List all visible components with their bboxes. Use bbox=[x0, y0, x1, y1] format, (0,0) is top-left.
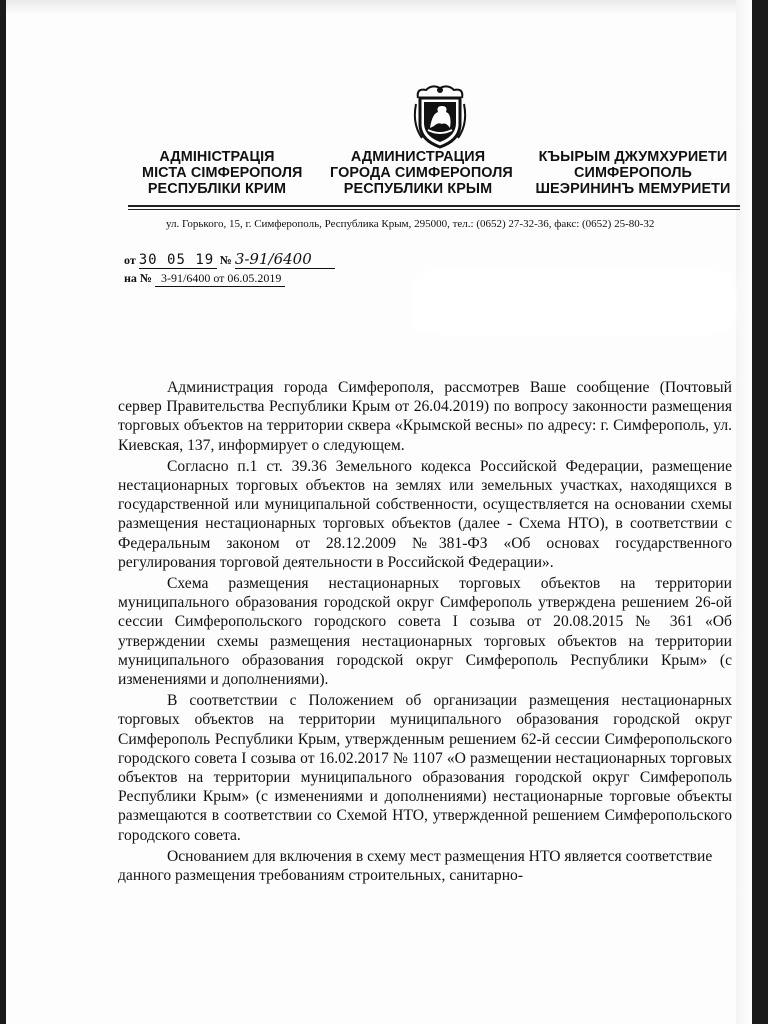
letterhead-address: ул. Горького, 15, г. Симферополь, Республика Крым, 295000, тел.: (0652) 27-32-36, факс: (0652) 25-80-32 bbox=[166, 218, 655, 230]
letterhead-line: АДМІНІСТРАЦІЯ bbox=[159, 149, 275, 165]
letterhead-ukrainian bbox=[142, 149, 303, 197]
outgoing-reference bbox=[124, 250, 335, 269]
paragraph: Администрация города Симферополя, рассмотрев Ваше сообщение (Почтовый сервер Правительства Республики Крым от 26.04.2019) по вопросу законности размещения торговых объектов на территории сквера «Крымской весны» по адресу: г. Симферополь, ул. Киевская, 137, информирует о следующем. bbox=[118, 379, 732, 454]
letterhead-line: КЪЫРЫМ ДЖУМХУРИЕТИ bbox=[538, 149, 728, 165]
paragraph: Основанием для включения в схему мест размещения НТО является соответствие данного размещения требованиям строительных, санитарно- bbox=[118, 847, 713, 885]
number-label: № bbox=[219, 253, 232, 267]
handwritten-number: 3-91/6400 bbox=[235, 250, 335, 269]
letterhead-line: АДМИНИСТРАЦИЯ bbox=[350, 149, 486, 165]
letterhead-line: ШЕЭРИНИНЪ МЕМУРИЕТИ bbox=[535, 181, 731, 197]
paragraph: В соответствии с Положением об организации размещения нестационарных торговых объектов на территории муниципального образования городской округ Симферополь Республики Крым, утвержденным решением 62-й сессии Симферопольского городского совета I созыва от 16.02.2017 № 1107 «О размещении нестационарных торговых объектов на территории муниципального образования городской округ Симферополь Республики Крым» (с изменениями и дополнениями) нестационарные торговые объекты размещаются в соответствии со Схемой НТО, утвержденной решением Симферопольского городского совета. bbox=[118, 692, 732, 844]
scan-right-edge bbox=[736, 0, 752, 1024]
reply-number: 3-91/6400 от 06.05.2019 bbox=[155, 271, 285, 287]
letter-page bbox=[6, 0, 752, 1024]
letterhead-line: РЕСПУБЛІКИ КРИМ bbox=[147, 181, 287, 197]
from-label: от bbox=[124, 253, 136, 267]
scan-top-shadow bbox=[6, 0, 752, 14]
reply-label: на № bbox=[124, 271, 152, 285]
letterhead-line: ГОРОДА СИМФЕРОПОЛЯ bbox=[330, 165, 513, 181]
letterhead-line: СИМФЕРОПОЛЬ bbox=[574, 165, 692, 181]
letterhead-russian bbox=[330, 149, 513, 197]
letterhead-line: РЕСПУБЛИКИ КРЫМ bbox=[343, 181, 493, 197]
letter-body bbox=[118, 378, 732, 887]
paragraph: Схема размещения нестационарных торговых объектов на территории муниципального образования городской округ Симферополь утверждена решением 26-ой сессии Симферопольского городского совета I созыва от 20.08.2015 № 361 «Об утверждении схемы размещения нестационарных торговых объектов на территории муниципального образования городской округ Симферополь Республики Крым» (с изменениями и дополнениями). bbox=[118, 575, 732, 689]
paragraph: Согласно п.1 ст. 39.36 Земельного кодекса Российской Федерации, размещение нестационарных торговых объектов на землях или земельных участках, находящихся в государственной или муниципальной собственности, осуществляется на основании схемы размещения нестационарных торговых объектов (далее - Схема НТО), в соответствии с Федеральным законом от 28.12.2009 №381-ФЗ «Об основах государственного регулирования торговой деятельности в Российской Федерации». bbox=[118, 457, 732, 571]
reply-reference bbox=[124, 271, 285, 287]
letterhead-rule bbox=[128, 205, 740, 207]
crimea-coat-of-arms-icon bbox=[412, 84, 468, 150]
letterhead-line: МІСТА СІМФЕРОПОЛЯ bbox=[142, 165, 303, 181]
letterhead-crimean-tatar bbox=[530, 149, 736, 197]
date-stamp: 30 05 19 bbox=[139, 252, 217, 269]
redacted-recipient bbox=[418, 277, 728, 327]
letterhead-rule-thin bbox=[128, 209, 740, 210]
